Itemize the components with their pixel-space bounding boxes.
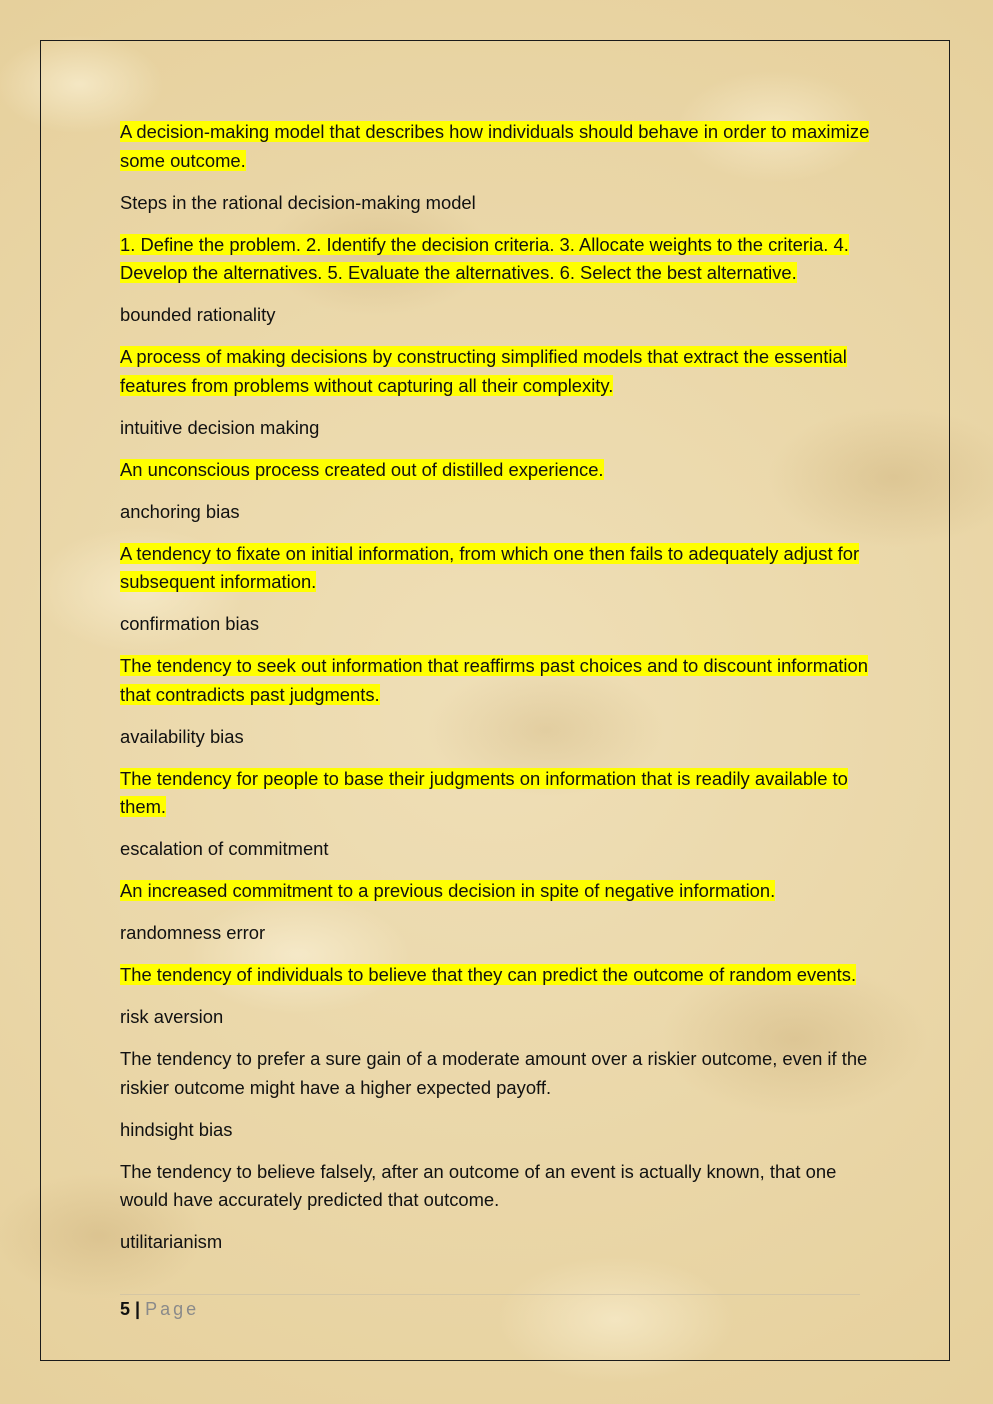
term-utilitarianism: utilitarianism bbox=[120, 1231, 223, 1252]
page-footer bbox=[120, 1294, 860, 1321]
footer-separator: | bbox=[135, 1299, 141, 1319]
term-rational-steps: Steps in the rational decision-making model bbox=[120, 191, 476, 213]
page-number: 5 bbox=[120, 1299, 131, 1319]
definition-rational-steps: 1. Define the problem. 2. Identify the decision criteria. 3. Allocate weights to the criteria. 4. Develop the alternatives. 5. Evaluate the alternatives. 6. Select the best alternative. bbox=[120, 233, 849, 283]
term-intuitive-decision-making: intuitive decision making bbox=[120, 416, 320, 438]
definition-anchoring-bias: A tendency to fixate on initial information, from which one then fails to adequately adjust for subsequent information. bbox=[120, 542, 860, 592]
definition-hindsight-bias: The tendency to believe falsely, after an outcome of an event is actually known, that one would have accurately predicted that outcome. bbox=[120, 1160, 837, 1210]
definition-escalation-of-commitment: An increased commitment to a previous decision in spite of negative information. bbox=[120, 880, 776, 901]
definition-availability-bias: The tendency for people to base their judgments on information that is readily available to them. bbox=[120, 767, 848, 817]
document-body bbox=[120, 118, 880, 1270]
term-risk-aversion: risk aversion bbox=[120, 1006, 224, 1027]
definition-randomness-error: The tendency of individuals to believe that they can predict the outcome of random events. bbox=[120, 964, 857, 985]
definition-intuitive-decision-making: An unconscious process created out of distilled experience. bbox=[120, 458, 604, 480]
term-escalation-of-commitment: escalation of commitment bbox=[120, 838, 329, 859]
definition-risk-aversion: The tendency to prefer a sure gain of a moderate amount over a riskier outcome, even if the riskier outcome might have a higher expected payoff. bbox=[120, 1048, 868, 1098]
term-anchoring-bias: anchoring bias bbox=[120, 500, 240, 522]
definition-rational-model: A decision-making model that describes how individuals should behave in order to maximize some outcome. bbox=[120, 121, 870, 171]
definition-confirmation-bias: The tendency to seek out information that reaffirms past choices and to discount information that contradicts past judgments. bbox=[120, 655, 868, 705]
term-randomness-error: randomness error bbox=[120, 922, 266, 943]
term-hindsight-bias: hindsight bias bbox=[120, 1118, 233, 1140]
page-label: Page bbox=[145, 1299, 200, 1319]
term-availability-bias: availability bias bbox=[120, 725, 244, 747]
term-bounded-rationality: bounded rationality bbox=[120, 304, 276, 325]
term-confirmation-bias: confirmation bias bbox=[120, 613, 260, 634]
definition-bounded-rationality: A process of making decisions by constructing simplified models that extract the essential features from problems without capturing all their complexity. bbox=[120, 346, 847, 396]
